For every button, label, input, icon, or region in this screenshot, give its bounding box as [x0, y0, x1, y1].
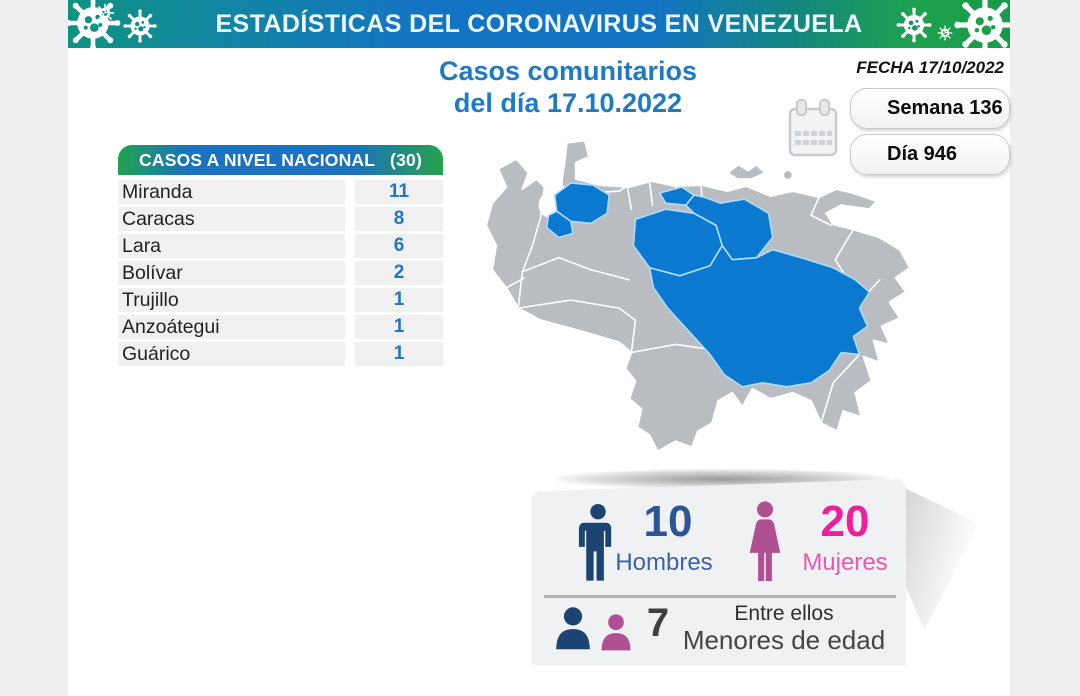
- table-header: [118, 145, 443, 175]
- state-name: Bolívar: [118, 261, 345, 285]
- person-bust-icon-male: [552, 605, 594, 653]
- state-name: Caracas: [118, 207, 345, 231]
- state-cases: 8: [355, 207, 443, 231]
- women-count: 20: [820, 497, 870, 546]
- date-label: FECHA 17/10/2022: [856, 58, 1004, 77]
- person-bust-icon-female: [598, 612, 634, 654]
- men-count: 10: [643, 497, 693, 546]
- subtitle-line1: Casos comunitarios: [438, 56, 698, 86]
- state-cases: 1: [355, 315, 443, 339]
- minors-count: 7: [646, 601, 670, 645]
- margarita-island: [728, 165, 764, 179]
- small-island: [783, 170, 792, 179]
- table-row: [118, 180, 443, 204]
- state-name: Lara: [118, 234, 345, 258]
- week-badge: Semana 136: [850, 88, 1010, 129]
- state-cases: 2: [355, 261, 443, 285]
- minors-line2: Menores de edad: [682, 625, 886, 655]
- men-label: Hombres: [615, 549, 713, 576]
- panel-divider: [544, 595, 896, 598]
- subtitle: [368, 55, 768, 119]
- woman-icon: [741, 501, 789, 585]
- table-row: [118, 234, 443, 258]
- header-banner: [68, 0, 1010, 48]
- minors-line1: Entre ellos: [734, 602, 834, 625]
- table-row: [118, 207, 443, 231]
- table-row: [118, 288, 443, 312]
- subtitle-line2: del día 17.10.2022: [453, 88, 683, 118]
- day-badge: Día 946: [850, 134, 1010, 175]
- state-name: Trujillo: [118, 288, 345, 312]
- women-label: Mujeres: [802, 549, 888, 576]
- state-cases: 6: [355, 234, 443, 258]
- state-cases: 1: [355, 342, 443, 366]
- cases-table: [118, 145, 443, 369]
- venezuela-map: [478, 128, 922, 462]
- table-header-count: (30): [390, 150, 422, 170]
- state-cases: 1: [355, 288, 443, 312]
- table-row: [118, 342, 443, 366]
- table-header-label: CASOS A NIVEL NACIONAL: [139, 150, 375, 170]
- state-name: Anzoátegui: [118, 315, 345, 339]
- state-cases: 11: [355, 180, 443, 204]
- table-rows: [118, 180, 443, 366]
- state-name: Miranda: [118, 180, 345, 204]
- state-name: Guárico: [118, 342, 345, 366]
- table-row: [118, 261, 443, 285]
- page-title: ESTADÍSTICAS DEL CORONAVIRUS EN VENEZUELA: [215, 10, 863, 38]
- table-row: [118, 315, 443, 339]
